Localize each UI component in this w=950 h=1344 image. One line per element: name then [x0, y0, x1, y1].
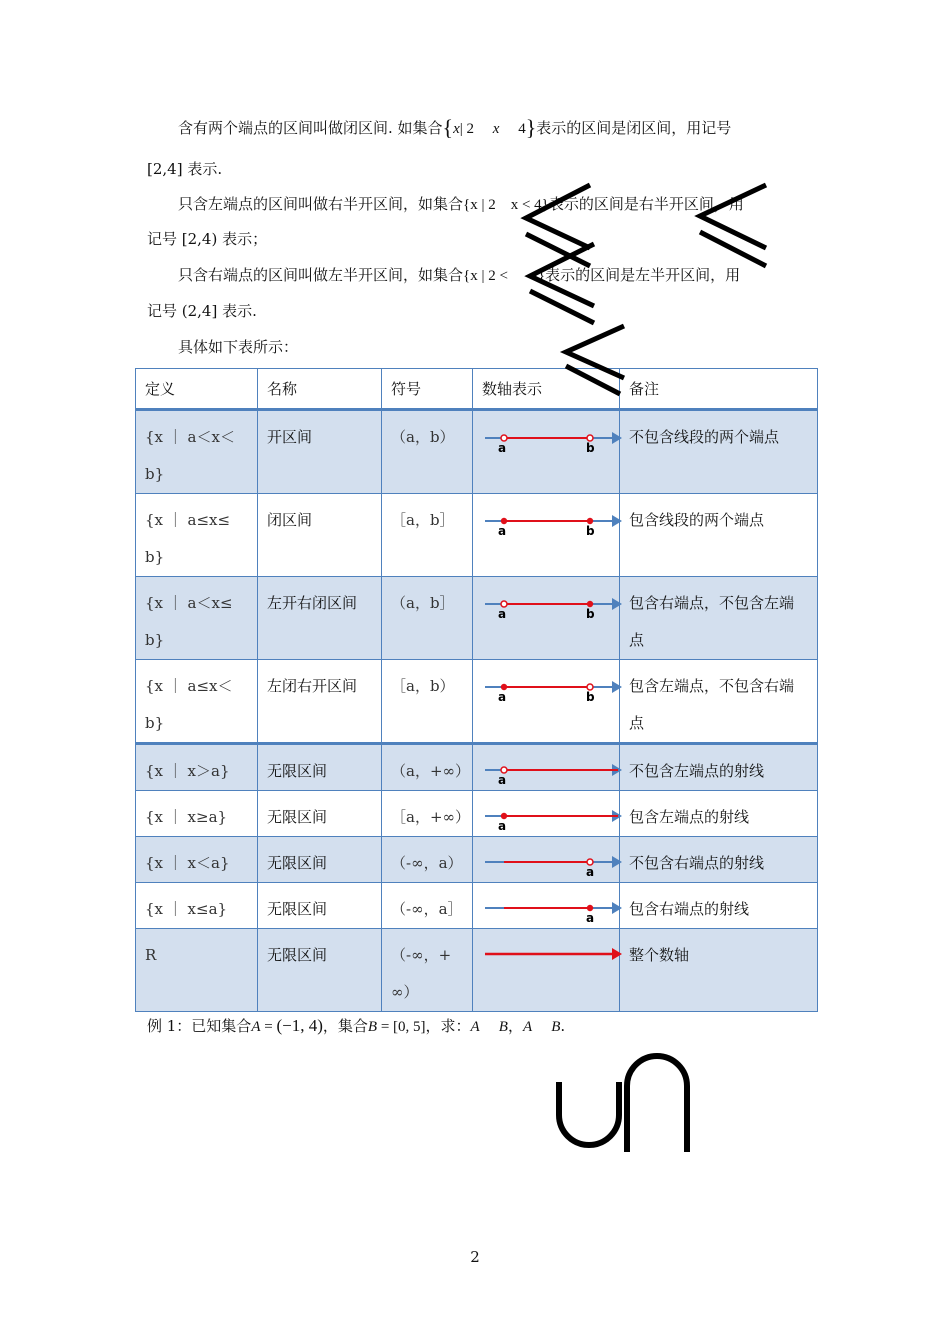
- page-number: 2: [470, 1248, 480, 1266]
- intersection-icon: [627, 1056, 687, 1152]
- header-definition: 定义: [136, 369, 258, 410]
- leq-underline-icon: [530, 291, 594, 323]
- paragraph-1-cont: [2,4] 表示.: [147, 160, 223, 178]
- cell-symbol: （a，b）: [382, 410, 473, 494]
- cell-note: 包含右端点的射线: [620, 883, 818, 929]
- cell-name: 无限区间: [258, 744, 382, 791]
- cell-note: 包含线段的两个端点: [620, 494, 818, 577]
- paragraph-2-cont: 记号 [2,4) 表示；: [147, 230, 268, 248]
- cell-definition: {x ｜ a＜x＜ b}: [136, 410, 258, 494]
- leq-underline-icon: [700, 232, 766, 266]
- set-B-name: B: [367, 1019, 378, 1035]
- set1-upper: 4: [518, 121, 526, 137]
- cell-definition: {x ｜ a≤x≤ b}: [136, 494, 258, 577]
- cell-note: 不包含右端点的射线: [620, 837, 818, 883]
- para2-text-a: 只含左端点的区间叫做右半开区间，如集合: [178, 195, 464, 213]
- equals-sign: =: [260, 1019, 277, 1035]
- cell-name: 无限区间: [258, 883, 382, 929]
- header-note: 备注: [620, 369, 818, 410]
- cell-definition: {x ｜ x≥a}: [136, 791, 258, 837]
- cell-symbol: （a，b］: [382, 577, 473, 660]
- axis-label-left: a: [498, 607, 507, 621]
- cell-note: 包含左端点的射线: [620, 791, 818, 837]
- cell-symbol: （-∞，a］: [382, 883, 473, 929]
- example-ask: ，求：: [425, 1017, 471, 1035]
- query-2-A: A: [522, 1019, 533, 1035]
- axis-label-left: a: [498, 690, 507, 704]
- header-number-line: 数轴表示: [473, 369, 620, 410]
- set1-var-2: x: [492, 121, 500, 137]
- query-separator: ，: [507, 1017, 523, 1035]
- union-intersection-glyphs: [559, 1056, 687, 1152]
- union-icon: [559, 1082, 619, 1145]
- set-B-value: [0, 5]: [393, 1019, 426, 1035]
- set1-var: x: [453, 121, 460, 137]
- set-expression-2: {x | 2 x < 4}: [463, 197, 549, 213]
- para1-text-b: 表示的区间是闭区间，用记号: [536, 119, 732, 137]
- cell-note: 不包含线段的两个端点: [620, 410, 818, 494]
- cell-definition: {x ｜ a≤x＜ b}: [136, 660, 258, 744]
- cell-symbol: ［a，b］: [382, 494, 473, 577]
- cell-name: 无限区间: [258, 837, 382, 883]
- query-2-B: B: [551, 1019, 561, 1035]
- cell-definition: {x ｜ x＜a}: [136, 837, 258, 883]
- query-1-A: A: [470, 1019, 480, 1035]
- cell-definition: {x ｜ a＜x≤ b}: [136, 577, 258, 660]
- equals-sign-2: =: [377, 1019, 394, 1035]
- axis-label-left: a: [498, 773, 507, 787]
- cell-name: 开区间: [258, 410, 382, 494]
- set-expression-1: {x| 2 x 4}: [442, 115, 537, 140]
- query-end: .: [560, 1017, 566, 1035]
- query-1-B: B: [498, 1019, 508, 1035]
- axis-label-left: a: [498, 819, 507, 833]
- axis-label-right: b: [586, 441, 595, 455]
- cell-definition: {x ｜ x＞a}: [136, 744, 258, 791]
- cell-note: 包含右端点，不包含左端点: [620, 577, 818, 660]
- set-expression-3: {x | 2 < 4}: [463, 268, 546, 284]
- cell-name: 无限区间: [258, 929, 382, 1012]
- para1-text-a: 含有两个端点的区间叫做闭区间. 如集合: [178, 119, 443, 137]
- cell-symbol: ［a，b）: [382, 660, 473, 744]
- paragraph-3-cont: 记号 (2,4] 表示.: [147, 302, 257, 320]
- axis-label-right: a: [586, 911, 595, 925]
- para2-text-b: 表示的区间是右半开区间，用: [548, 195, 744, 213]
- cell-definition: R: [136, 929, 258, 1012]
- set-A-name: A: [251, 1019, 261, 1035]
- example-mid: ，集合: [322, 1017, 368, 1035]
- table-intro: 具体如下表所示：: [178, 338, 299, 356]
- leq-glyph-group-2: [700, 185, 766, 266]
- axis-label-right: b: [586, 607, 595, 621]
- example-label: 例 1：已知集合: [147, 1017, 252, 1035]
- cell-note: 整个数轴: [620, 929, 818, 1012]
- cell-note: 不包含左端点的射线: [620, 744, 818, 791]
- cell-name: 左开右闭区间: [258, 577, 382, 660]
- axis-label-right: b: [586, 690, 595, 704]
- cell-symbol: （-∞，+ ∞）: [382, 929, 473, 1012]
- header-name: 名称: [258, 369, 382, 410]
- cell-definition: {x ｜ x≤a}: [136, 883, 258, 929]
- cell-name: 闭区间: [258, 494, 382, 577]
- header-symbol: 符号: [382, 369, 473, 410]
- set-A-value: (−1, 4): [276, 1016, 323, 1035]
- set1-lower: | 2: [459, 121, 475, 137]
- axis-label-right: a: [586, 865, 595, 879]
- leq-glyph-group-1: [526, 185, 624, 394]
- cell-symbol: （a，+∞）: [382, 744, 473, 791]
- cell-note: 包含左端点，不包含右端点: [620, 660, 818, 744]
- para3-text-b: 表示的区间是左半开区间，用: [545, 266, 741, 284]
- cell-name: 无限区间: [258, 791, 382, 837]
- cell-symbol: ［a，+∞）: [382, 791, 473, 837]
- axis-label-left: a: [498, 441, 507, 455]
- para3-text-a: 只含右端点的区间叫做左半开区间，如集合: [178, 266, 464, 284]
- axis-label-right: b: [586, 524, 595, 538]
- cell-name: 左闭右开区间: [258, 660, 382, 744]
- axis-label-left: a: [498, 524, 507, 538]
- cell-symbol: （-∞，a）: [382, 837, 473, 883]
